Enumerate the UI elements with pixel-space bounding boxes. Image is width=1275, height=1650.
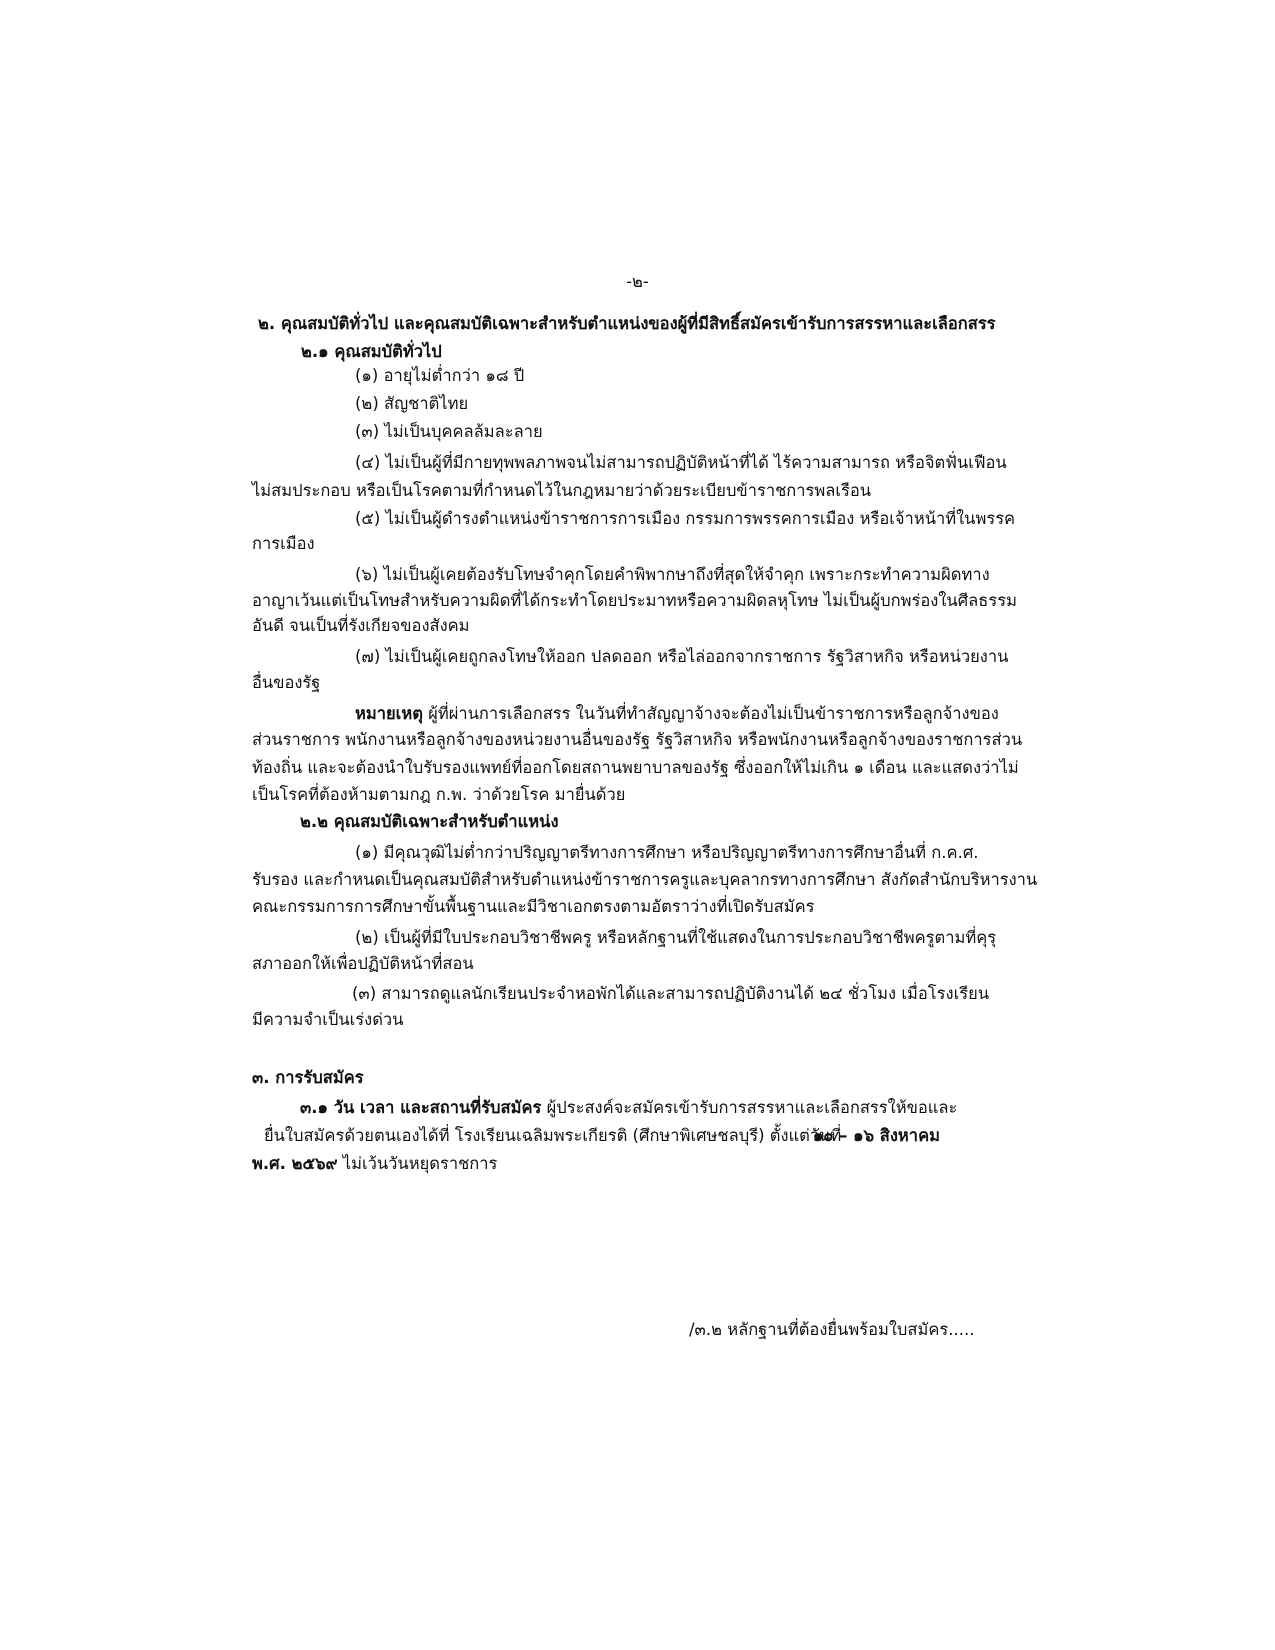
note-line-3: ท้องถิ่น และจะต้องนำใบรับรองแพทย์ที่ออกโดยสถานพยาบาลของรัฐ ซึ่งออกให้ไม่เกิน ๑ เดือน และแสดงว่าไม่	[252, 758, 1019, 777]
section-3-1-line-1	[300, 1094, 957, 1122]
section-3-1-label: ๓.๑ วัน เวลา และสถานที่รับสมัคร	[300, 1098, 542, 1117]
qualification-item-2: (๒) สัญชาติไทย	[355, 394, 469, 413]
section-2-heading: ๒. คุณสมบัติทั่วไป และคุณสมบัติเฉพาะสำหรับตำแหน่งของผู้ที่มีสิทธิ์สมัครเข้ารับการสรรหาและเลือกสรร	[258, 314, 996, 333]
application-year: พ.ศ. ๒๕๖๙	[252, 1154, 338, 1173]
section-3-1-line-2-text: ยื่นใบสมัครด้วยตนเองได้ที่ โรงเรียนเฉลิมพระเกียรติ (ศึกษาพิเศษชลบุรี) ตั้งแต่วันที่	[264, 1126, 842, 1145]
specific-item-1-line-2: รับรอง และกำหนดเป็นคุณสมบัติสำหรับตำแหน่งข้าราชการครูและบุคลากรทางการศึกษา สังกัดสำนักบริหารงาน	[252, 870, 1038, 889]
section-2-1-heading: ๒.๑ คุณสมบัติทั่วไป	[301, 342, 442, 361]
qualification-item-5-line-2: การเมือง	[252, 534, 315, 553]
section-3-1-text: ผู้ประสงค์จะสมัครเข้ารับการสรรหาและเลือกสรรให้ขอและ	[541, 1098, 958, 1117]
qualification-item-1: (๑) อายุไม่ต่ำกว่า ๑๘ ปี	[355, 366, 525, 385]
qualification-item-4-line-2: ไม่สมประกอบ หรือเป็นโรคตามที่กำหนดไว้ในกฎหมายว่าด้วยระเบียบข้าราชการพลเรือน	[252, 481, 872, 500]
note-text: ผู้ที่ผ่านการเลือกสรร ในวันที่ทำสัญญาจ้างจะต้องไม่เป็นข้าราชการหรือลูกจ้างของ	[422, 704, 999, 723]
qualification-item-3: (๓) ไม่เป็นบุคคลล้มละลาย	[355, 422, 543, 441]
section-2-2-heading: ๒.๒ คุณสมบัติเฉพาะสำหรับตำแหน่ง	[300, 812, 559, 831]
note-label: หมายเหตุ	[355, 704, 423, 723]
specific-item-2-line-1: (๒) เป็นผู้ที่มีใบประกอบวิชาชีพครู หรือหลักฐานที่ใช้แสดงในการประกอบวิชาชีพครูตามที่คุรุ	[355, 928, 997, 947]
section-3-heading: ๓. การรับสมัคร	[252, 1068, 364, 1087]
continuation-marker: /๓.๒ หลักฐานที่ต้องยื่นพร้อมใบสมัคร.....	[689, 1320, 975, 1339]
qualification-item-6-line-3: อันดี จนเป็นที่รังเกียจของสังคม	[252, 616, 470, 635]
qualification-item-7-line-1: (๗) ไม่เป็นผู้เคยถูกลงโทษให้ออก ปลดออก หรือไล่ออกจากราชการ รัฐวิสาหกิจ หรือหน่วยงาน	[355, 647, 1009, 666]
qualification-item-4-line-1: (๔) ไม่เป็นผู้ที่มีกายทุพพลภาพจนไม่สามารถปฏิบัติหน้าที่ได้ ไร้ความสามารถ หรือจิตฟั่นเฟือน	[355, 453, 1007, 472]
qualification-item-6-line-1: (๖) ไม่เป็นผู้เคยต้องรับโทษจำคุกโดยคำพิพากษาถึงที่สุดให้จำคุก เพราะกระทำความผิดทาง	[355, 565, 990, 584]
specific-item-3-line-2: มีความจำเป็นเร่งด่วน	[252, 1010, 404, 1029]
note-line-2: ส่วนราชการ พนักงานหรือลูกจ้างของหน่วยงานอื่นของรัฐ รัฐวิสาหกิจ หรือพนักงานหรือลูกจ้างของราชการส่วน	[252, 730, 1023, 749]
specific-item-3-line-1: (๓) สามารถดูแลนักเรียนประจำหอพักได้และสามารถปฏิบัติงานได้ ๒๔ ชั่วโมง เมื่อโรงเรียน	[352, 984, 990, 1003]
section-3-1-line-3-text: ไม่เว้นวันหยุดราชการ	[337, 1154, 498, 1173]
application-date-range: ๑๐ – ๑๖ สิงหาคม	[812, 1126, 940, 1145]
qualification-item-7-line-2: อื่นของรัฐ	[252, 673, 321, 692]
page-number: -๒-	[626, 272, 649, 291]
section-3-1-line-3	[252, 1150, 497, 1178]
note-line-4: เป็นโรคที่ต้องห้ามตามกฎ ก.พ. ว่าด้วยโรค มายื่นด้วย	[252, 785, 626, 804]
specific-item-1-line-1: (๑) มีคุณวุฒิไม่ต่ำกว่าปริญญาตรีทางการศึกษา หรือปริญญาตรีทางการศึกษาอื่นที่ ก.ค.ศ.	[355, 843, 979, 862]
qualification-item-5-line-1: (๕) ไม่เป็นผู้ดำรงตำแหน่งข้าราชการการเมือง กรรมการพรรคการเมือง หรือเจ้าหน้าที่ในพรรค	[355, 509, 1016, 528]
qualification-item-6-line-2: อาญาเว้นแต่เป็นโทษสำหรับความผิดที่ได้กระทำโดยประมาทหรือความผิดลหุโทษ ไม่เป็นผู้บกพร่องในศีลธรรม	[252, 591, 1017, 610]
specific-item-2-line-2: สภาออกให้เพื่อปฏิบัติหน้าที่สอน	[252, 954, 474, 973]
specific-item-1-line-3: คณะกรรมการการศึกษาขั้นพื้นฐานและมีวิชาเอกตรงตามอัตราว่างที่เปิดรับสมัคร	[252, 897, 815, 916]
section-3-1-line-2	[264, 1122, 940, 1150]
note-line-1	[355, 700, 999, 728]
